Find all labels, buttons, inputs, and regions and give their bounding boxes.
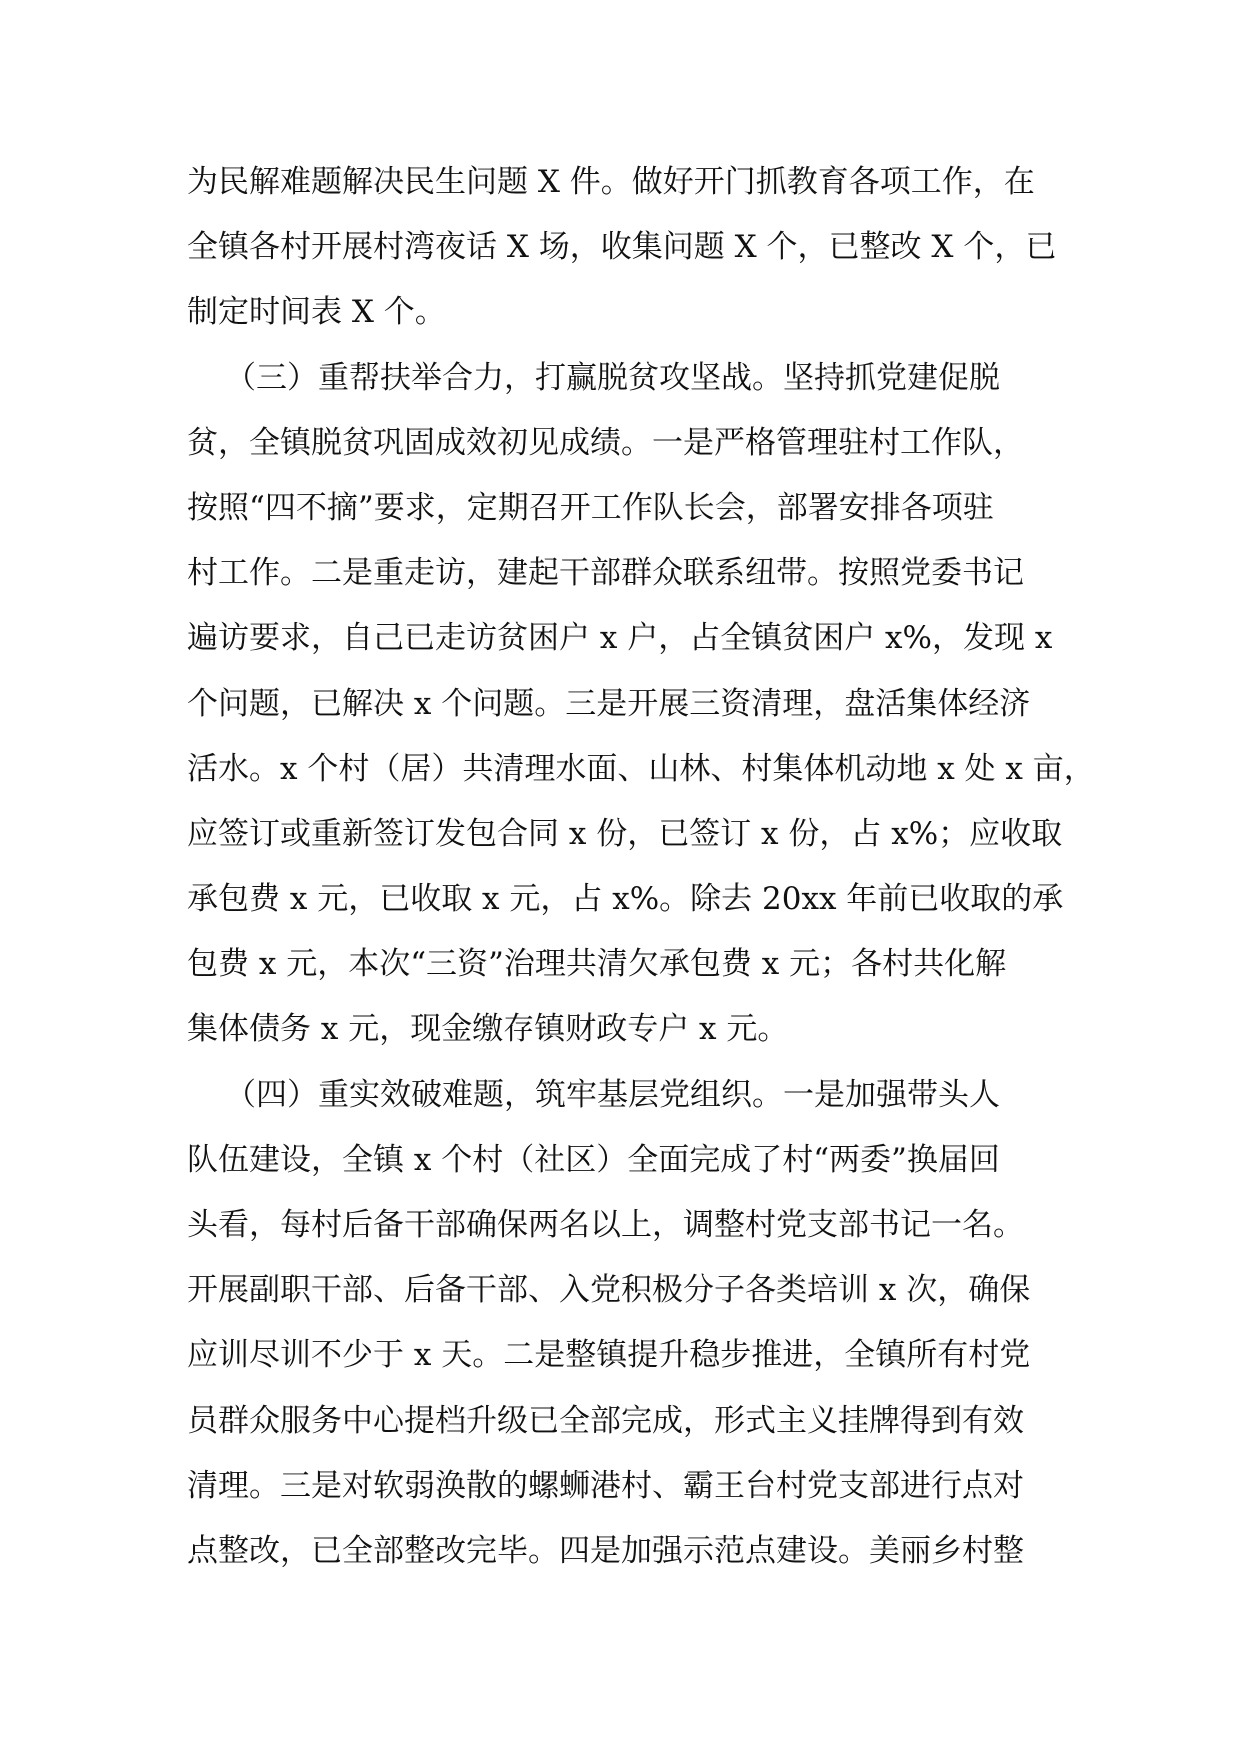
text-line: 承包费 x 元，已收取 x 元，占 x%。除去 20xx 年前已收取的承 <box>187 881 1064 918</box>
text-line: 应训尽训不少于 x 天。二是整镇提升稳步推进，全镇所有村党 <box>187 1337 1031 1374</box>
text-line: 员群众服务中心提档升级已全部完成，形式主义挂牌得到有效 <box>187 1402 1024 1439</box>
text-line: 制定时间表 X 个。 <box>187 294 446 331</box>
text-line: 集体债务 x 元，现金缴存镇财政专户 x 元。 <box>187 1011 789 1048</box>
text-line: 个问题，已解决 x 个问题。三是开展三资清理，盘活集体经济 <box>187 685 1031 722</box>
document-body <box>187 164 1095 1598</box>
text-line: 头看，每村后备干部确保两名以上，调整村党支部书记一名。 <box>187 1207 1024 1243</box>
text-line: 遍访要求，自己已走访贫困户 x 户，占全镇贫困户 x%，发现 x <box>187 620 1053 657</box>
text-line: 队伍建设，全镇 x 个村（社区）全面完成了村“两委”换届回 <box>187 1141 1000 1178</box>
text-line: 按照“四不摘”要求，定期召开工作队长会，部署安排各项驻 <box>187 489 994 526</box>
text-line: 全镇各村开展村湾夜话 X 场，收集问题 X 个，已整改 X 个，已 <box>187 229 1057 266</box>
text-line: 清理。三是对软弱涣散的螺蛳港村、霸王台村党支部进行点对 <box>187 1467 1024 1504</box>
text-line: 包费 x 元，本次“三资”治理共清欠承包费 x 元；各村共化解 <box>187 946 1007 983</box>
text-line: 应签订或重新签订发包合同 x 份，已签订 x 份，占 x%；应收取 <box>187 815 1063 852</box>
text-line: 为民解难题解决民生问题 X 件。做好开门抓教育各项工作，在 <box>187 164 1035 200</box>
text-line: 村工作。二是重走访，建起干部群众联系纽带。按照党委书记 <box>187 555 1024 592</box>
text-line: 开展副职干部、后备干部、入党积极分子各类培训 x 次，确保 <box>187 1272 1031 1309</box>
text-line: 活水。x 个村（居）共清理水面、山林、村集体机动地 x 处 x 亩， <box>187 750 1095 787</box>
text-line: （三）重帮扶举合力，打赢脱贫攻坚战。坚持抓党建促脱 <box>225 359 1000 396</box>
text-line: 贫，全镇脱贫巩固成效初见成绩。一是严格管理驻村工作队， <box>187 424 1024 461</box>
text-line: 点整改，已全部整改完毕。四是加强示范点建设。美丽乡村整 <box>187 1532 1024 1569</box>
text-line: （四）重实效破难题，筑牢基层党组织。一是加强带头人 <box>225 1076 1000 1113</box>
